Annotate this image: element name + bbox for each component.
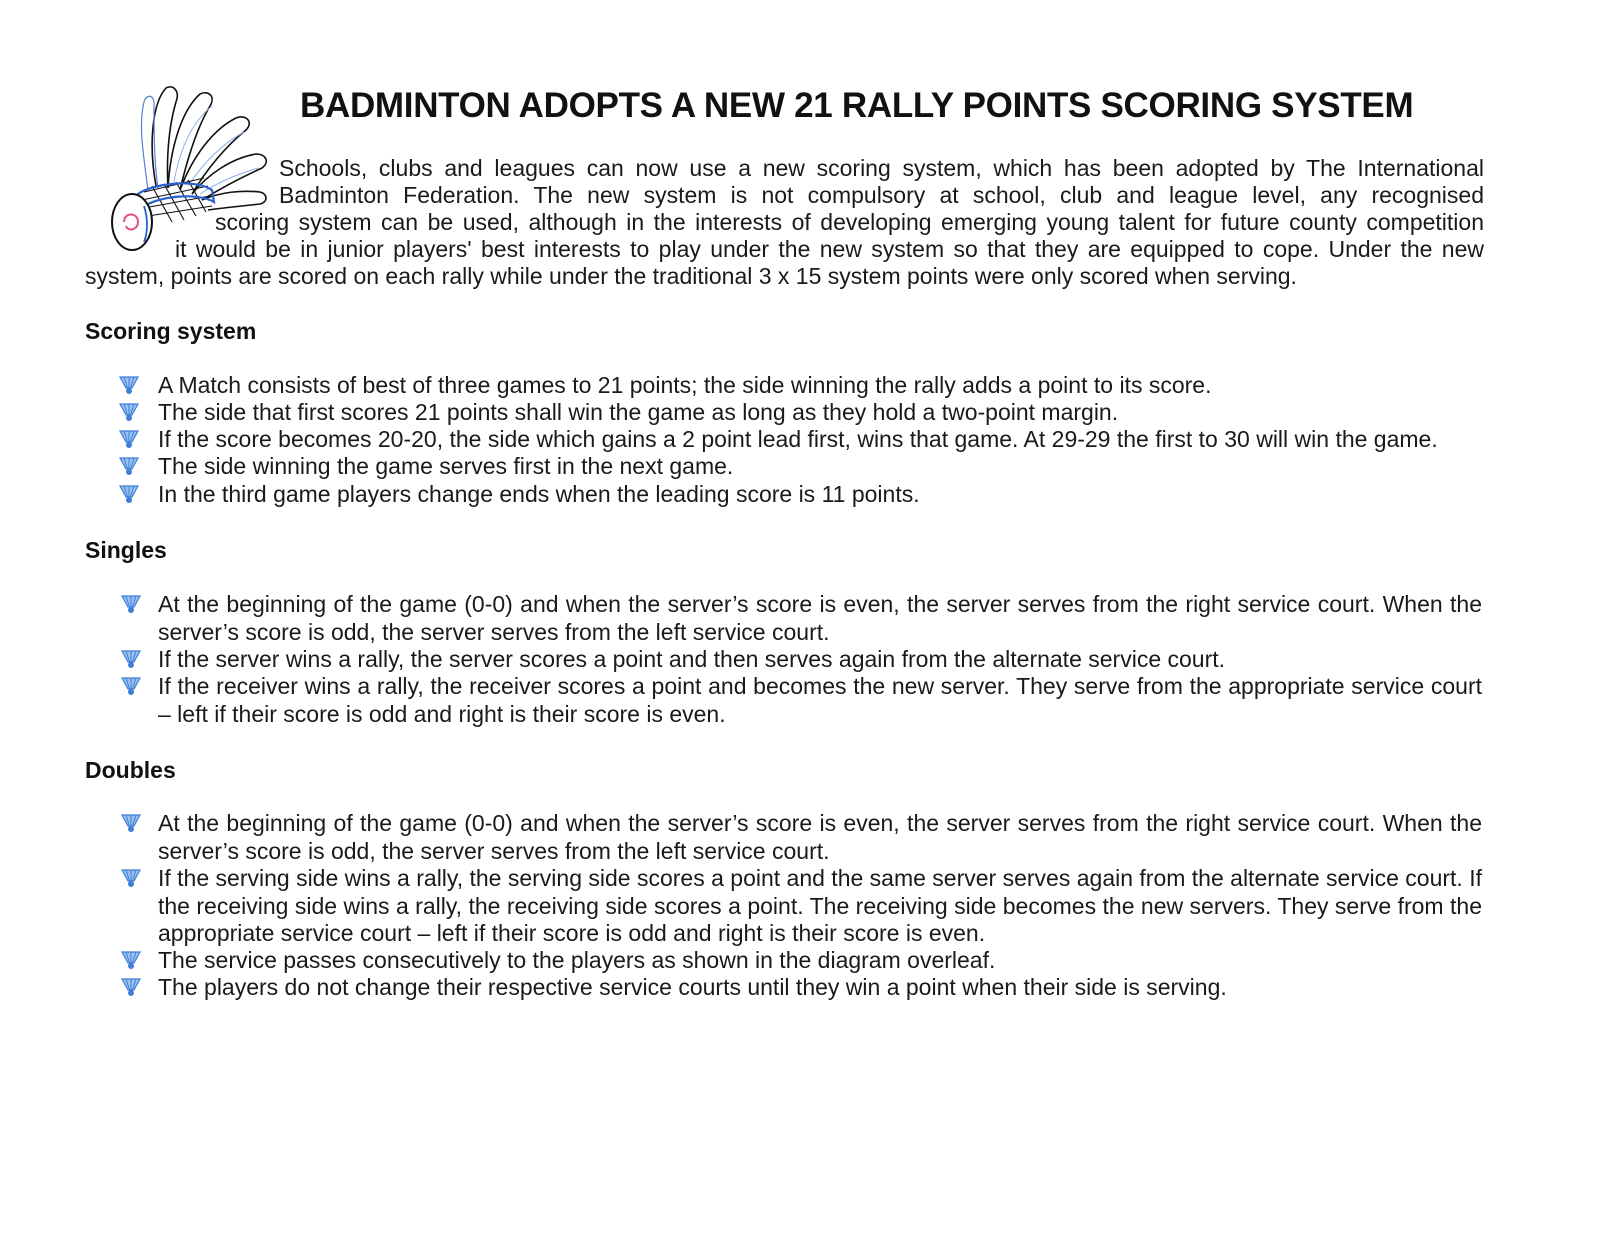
shuttlecock-bullet-icon (120, 593, 142, 615)
list-item: If the score becomes 20-20, the side which gains a 2 point lead first, wins that game. At 29-29 the first to 30 will win the game. (158, 426, 1438, 452)
shuttlecock-bullet-icon (118, 455, 140, 477)
intro-line: Schools, clubs and leagues can now use a new scoring system, which has been adopted by The International (279, 155, 1484, 181)
shuttlecock-bullet-icon (120, 648, 142, 670)
shuttlecock-bullet-icon (118, 401, 140, 423)
list-item: The players do not change their respective service courts until they win a point when their side is serving. (158, 974, 1227, 1000)
section-heading-scoring-system: Scoring system (85, 318, 257, 344)
list-item: The side winning the game serves first in the next game. (158, 453, 734, 479)
shuttlecock-bullet-icon (120, 949, 142, 971)
list-item: The side that first scores 21 points shall win the game as long as they hold a two-point margin. (158, 399, 1119, 425)
list-item: At the beginning of the game (0-0) and when the server’s score is even, the server serves from the right service court. When the server’s score is odd, the server serves from the left service court. (158, 591, 1482, 645)
shuttlecock-bullet-icon (118, 374, 140, 396)
list-item: If the server wins a rally, the server scores a point and then serves again from the alternate service court. (158, 646, 1226, 672)
shuttlecock-bullet-icon (118, 483, 140, 505)
section-heading-doubles: Doubles (85, 757, 176, 783)
shuttlecock-bullet-icon (118, 428, 140, 450)
intro-line: system, points are scored on each rally while under the traditional 3 x 15 system points were only scored when serving. (85, 263, 1297, 289)
intro-line: scoring system can be used, although in the interests of developing emerging young talent for future county competition (215, 209, 1484, 235)
list-item: If the serving side wins a rally, the serving side scores a point and the same server serves again from the alternate service court. If the receiving side wins a rally, the receiving side scores a point. The receiving side becomes the new servers. They serve from the appropriate service court – left if their score is odd and right is their score is even. (158, 865, 1482, 946)
section-heading-singles: Singles (85, 537, 167, 563)
list-item: The service passes consecutively to the players as shown in the diagram overleaf. (158, 947, 996, 973)
shuttlecock-bullet-icon (120, 976, 142, 998)
shuttlecock-bullet-icon (120, 675, 142, 697)
intro-line: it would be in junior players' best interests to play under the new system so that they are equipped to cope. Under the new (175, 236, 1484, 262)
list-item: If the receiver wins a rally, the receiver scores a point and becomes the new server. They serve from the appropriate service court – left if their score is odd and right is their score is even. (158, 673, 1482, 727)
page-title: BADMINTON ADOPTS A NEW 21 RALLY POINTS SCORING SYSTEM (300, 86, 1414, 125)
list-item: A Match consists of best of three games to 21 points; the side winning the rally adds a point to its score. (158, 372, 1212, 398)
list-item: At the beginning of the game (0-0) and when the server’s score is even, the server serves from the right service court. When the server’s score is odd, the server serves from the left service court. (158, 810, 1482, 864)
shuttlecock-bullet-icon (120, 812, 142, 834)
intro-line: Badminton Federation. The new system is not compulsory at school, club and league level, any recognised (279, 182, 1484, 208)
shuttlecock-bullet-icon (120, 867, 142, 889)
list-item: In the third game players change ends when the leading score is 11 points. (158, 481, 920, 507)
